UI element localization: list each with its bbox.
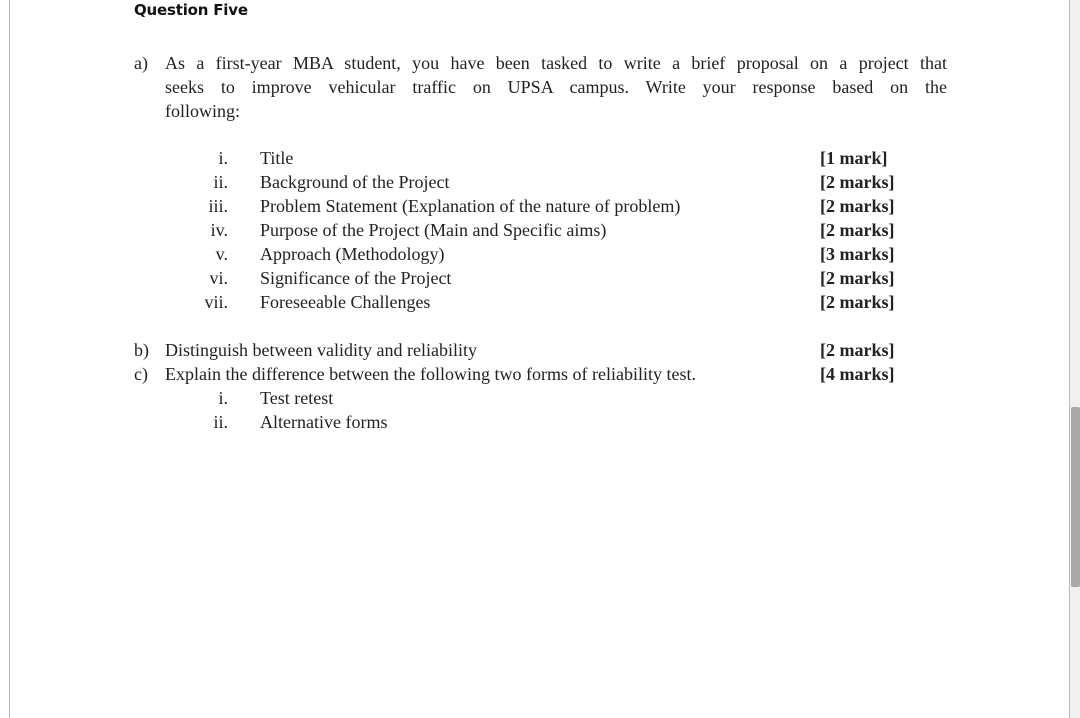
part-b [10,338,1069,362]
item-text: Background of the Project [260,172,450,192]
part-b-marks: [2 marks] [820,340,895,360]
item-marks: [2 marks] [820,220,895,240]
item-text: Significance of the Project [260,268,452,288]
item-numeral: iii. [208,196,228,216]
list-item [10,266,1069,290]
item-marks: [2 marks] [820,196,895,216]
item-numeral: v. [215,244,228,264]
item-marks: [2 marks] [820,268,895,288]
part-c-label: c) [134,364,148,384]
part-a-paragraph [165,51,947,123]
item-text: Problem Statement (Explanation of the nature of problem) [260,196,681,216]
item-numeral: ii. [213,412,228,432]
item-numeral: iv. [210,220,228,240]
list-item [10,218,1069,242]
item-text: Purpose of the Project (Main and Specific aims) [260,220,607,240]
item-numeral: ii. [213,172,228,192]
part-a-line: As a first-year MBA student, you have been tasked to write a brief proposal on a project that [165,53,947,73]
item-numeral: i. [218,388,228,408]
item-text: Alternative forms [260,412,388,432]
item-numeral: vii. [204,292,228,312]
list-item [10,146,1069,170]
part-c [10,362,1069,386]
item-text: Foreseeable Challenges [260,292,431,312]
vertical-scrollbar[interactable] [1070,0,1080,718]
item-text: Test retest [260,388,334,408]
list-item [10,410,1069,434]
list-item [10,290,1069,314]
list-item [10,242,1069,266]
part-b-text: Distinguish between validity and reliability [165,340,477,360]
item-marks: [2 marks] [820,172,895,192]
list-item [10,170,1069,194]
document-page [10,0,1069,718]
part-b-label: b) [134,340,149,360]
scrollbar-thumb[interactable] [1071,407,1080,587]
item-text: Title [260,148,294,168]
item-marks: [2 marks] [820,292,895,312]
part-a-line: following: [165,101,240,121]
item-numeral: i. [218,148,228,168]
item-text: Approach (Methodology) [260,244,445,264]
question-heading: Question Five [134,1,248,19]
item-marks: [1 mark] [820,148,888,168]
item-marks: [3 marks] [820,244,895,264]
part-a-label: a) [134,53,148,73]
part-c-marks: [4 marks] [820,364,895,384]
list-item [10,386,1069,410]
part-a-line: seeks to improve vehicular traffic on UPSA campus. Write your response based on the [165,77,947,97]
part-c-text: Explain the difference between the following two forms of reliability test. [165,364,697,384]
item-numeral: vi. [209,268,228,288]
list-item [10,194,1069,218]
